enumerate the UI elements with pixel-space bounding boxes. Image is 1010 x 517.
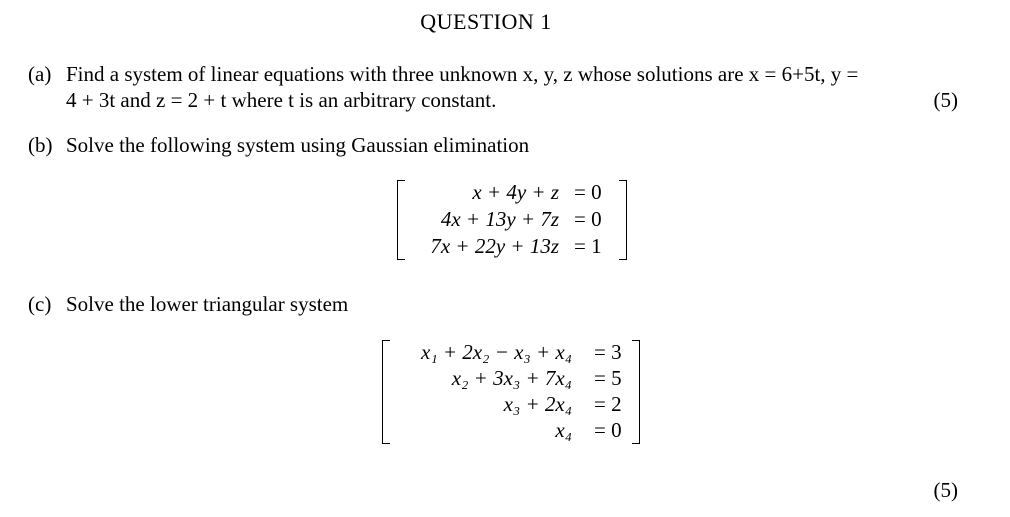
equation-lhs: 4x + 13y + 7z bbox=[440, 207, 559, 231]
part-a-label: (a) bbox=[28, 62, 52, 86]
part-c-label: (c) bbox=[28, 292, 52, 316]
equation-row bbox=[382, 366, 640, 392]
equation-rhs: = 0 bbox=[574, 207, 602, 231]
equation-row bbox=[382, 340, 640, 366]
equation-rhs: = 3 bbox=[594, 340, 622, 364]
part-c-text: Solve the lower triangular system bbox=[66, 292, 349, 316]
equation-row bbox=[397, 234, 627, 260]
system-b-matrix bbox=[397, 180, 627, 260]
equation-rhs: = 2 bbox=[594, 392, 622, 416]
question-title: QUESTION 1 bbox=[420, 9, 552, 34]
equation-row bbox=[397, 180, 627, 206]
equation-rhs: = 5 bbox=[594, 366, 622, 390]
system-c-matrix bbox=[382, 340, 640, 444]
part-b-text: Solve the following system using Gaussian elimination bbox=[66, 133, 530, 157]
equation-lhs: x + 4y + z bbox=[472, 180, 559, 204]
equation-lhs: 7x + 22y + 13z bbox=[430, 234, 559, 258]
equation-row bbox=[382, 418, 640, 444]
equation-rhs: = 0 bbox=[594, 418, 622, 442]
equation-rhs: = 1 bbox=[574, 234, 602, 258]
equation-lhs: x₃ + 2x₄ bbox=[503, 392, 572, 416]
part-a-marks: (5) bbox=[933, 88, 958, 112]
part-b-label: (b) bbox=[28, 133, 53, 157]
equation-row bbox=[397, 207, 627, 233]
part-c-marks: (5) bbox=[933, 478, 958, 502]
part-a-line2: 4 + 3t and z = 2 + t where t is an arbitrary constant. bbox=[66, 88, 497, 112]
equation-lhs: x₁ + 2x₂ − x₃ + x₄ bbox=[421, 340, 572, 364]
equation-row bbox=[382, 392, 640, 418]
equation-rhs: = 0 bbox=[574, 180, 602, 204]
part-a-line1: Find a system of linear equations with three unknown x, y, z whose solutions are x = 6+5t, y = bbox=[66, 62, 859, 86]
equation-lhs: x₂ + 3x₃ + 7x₄ bbox=[451, 366, 572, 390]
equation-lhs: x₄ bbox=[555, 418, 572, 442]
